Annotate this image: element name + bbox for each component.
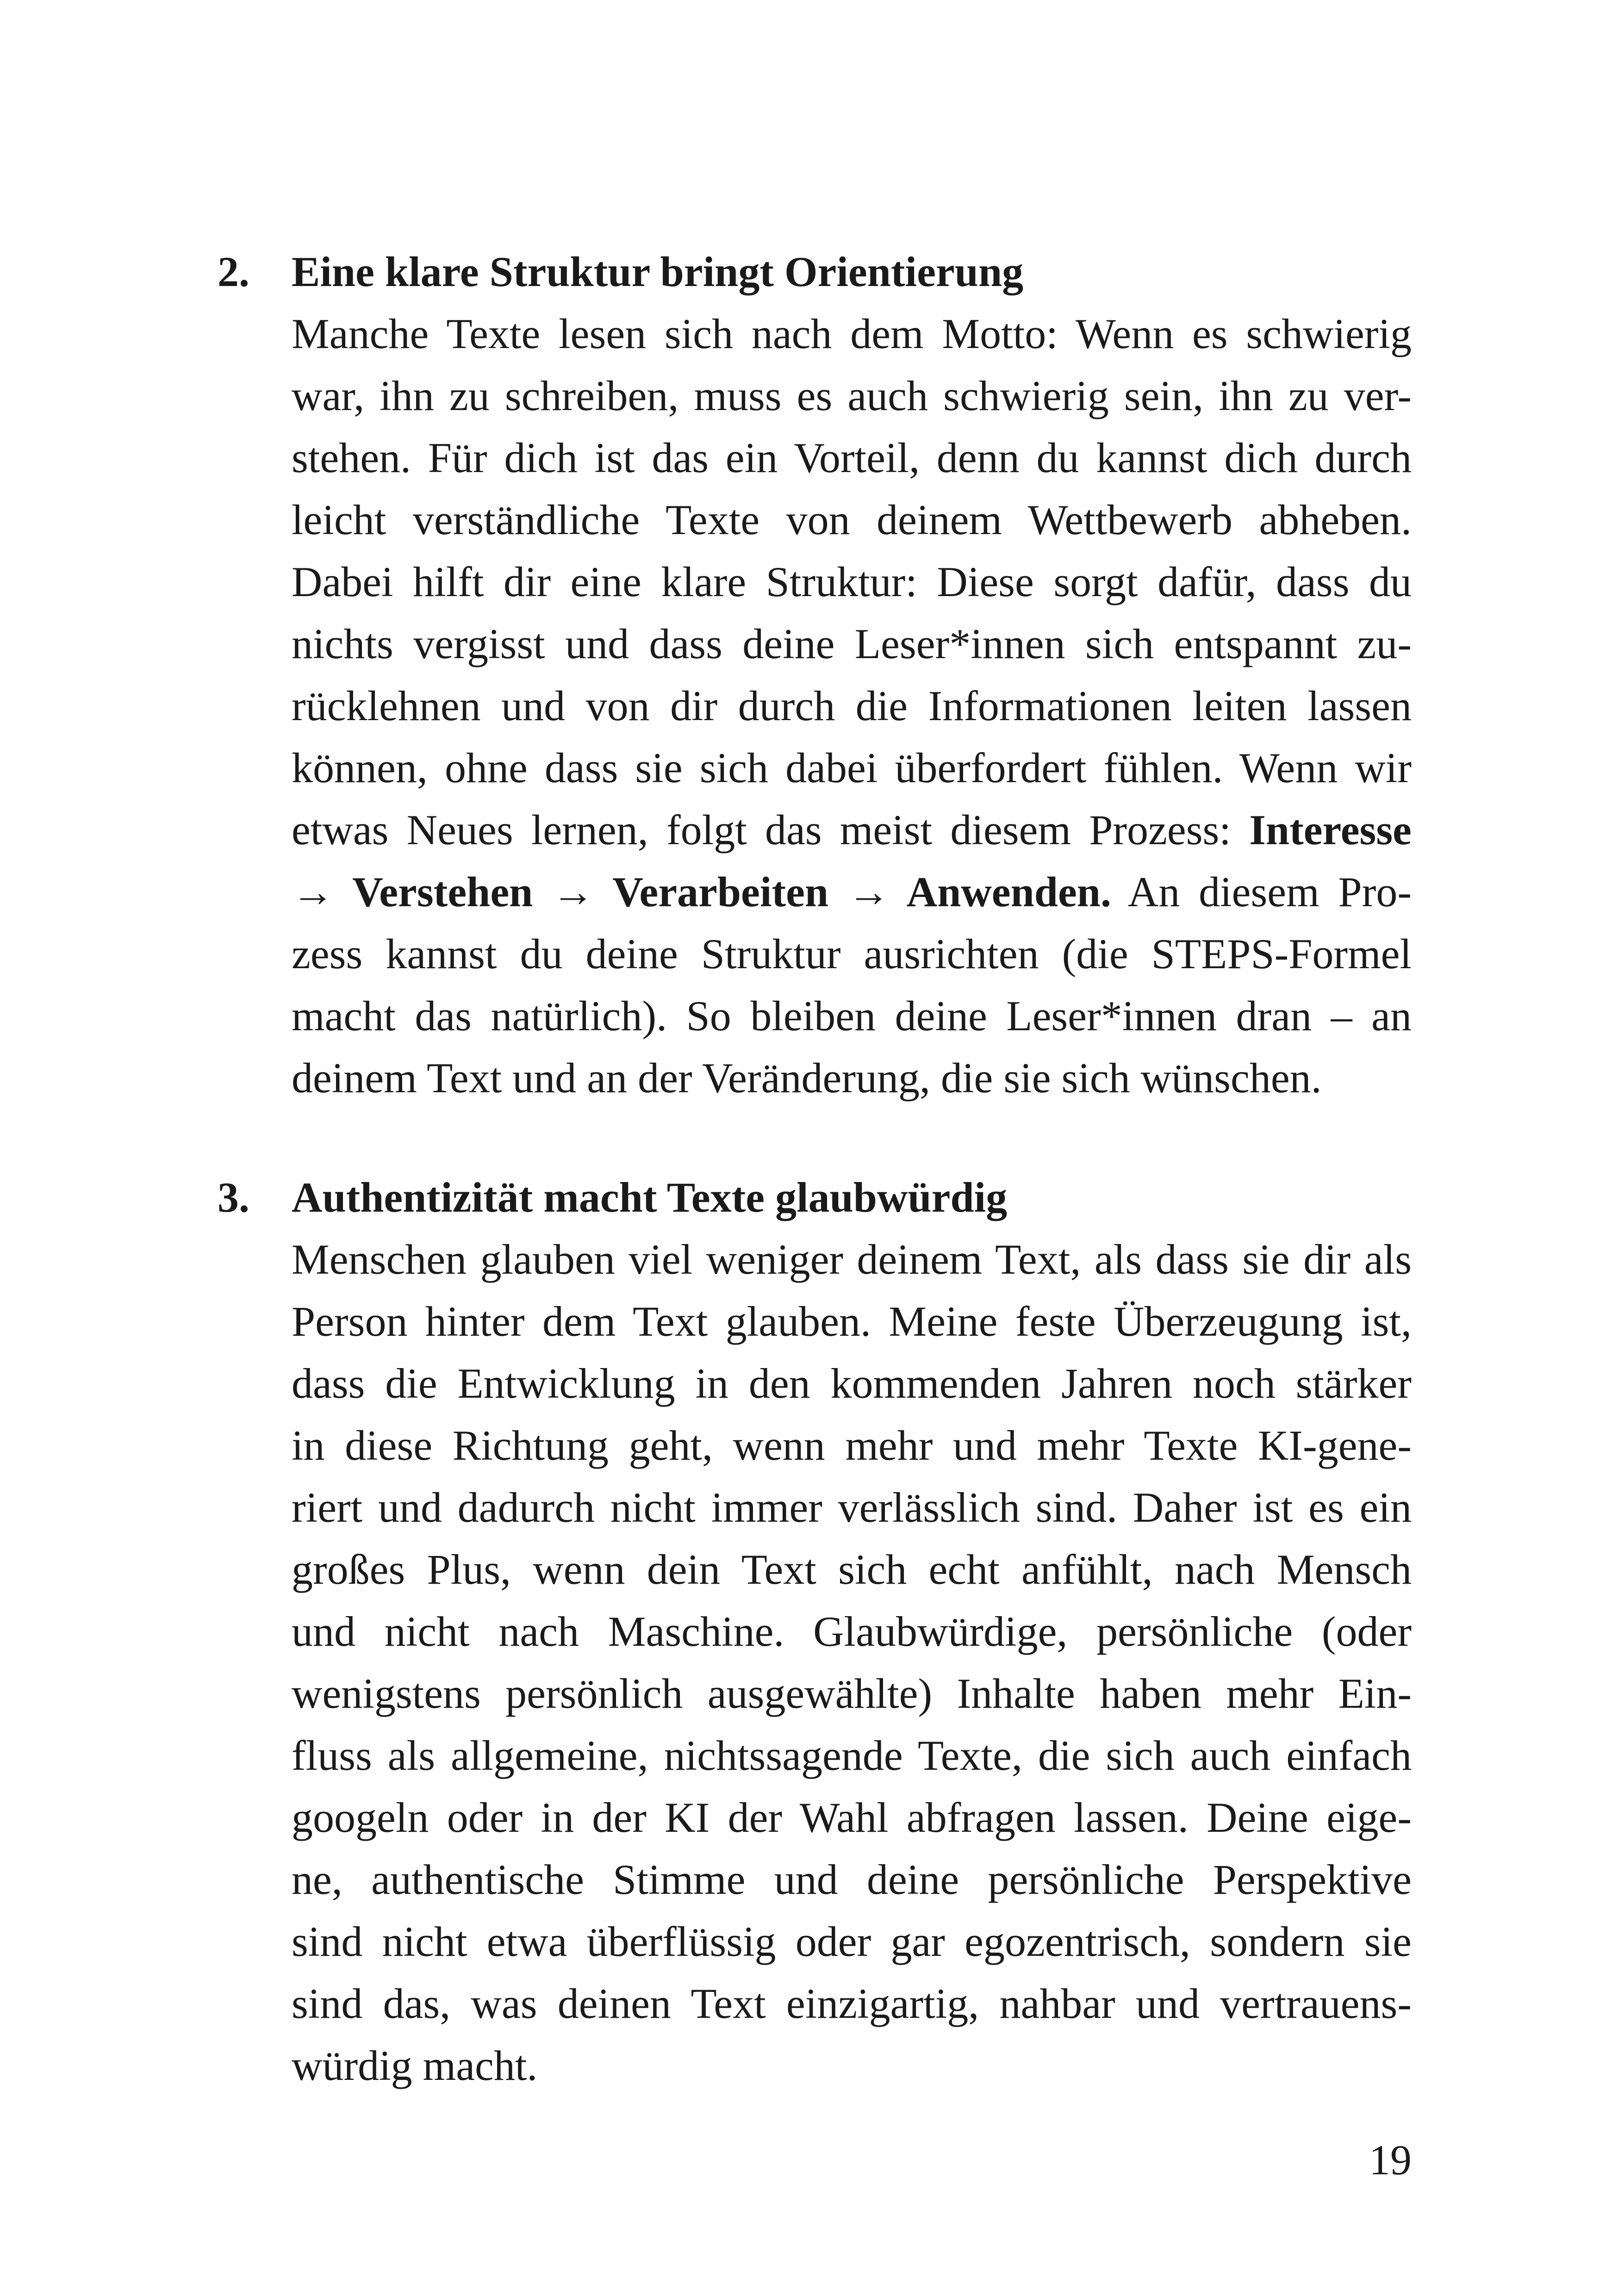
text-run: würdig macht. xyxy=(292,2042,538,2089)
text-line xyxy=(292,1538,1412,1600)
text-line xyxy=(292,1352,1412,1414)
text-line xyxy=(292,1290,1412,1352)
text-run: fluss als allgemeine, nichtssagende Texte, die sich auch einfach xyxy=(292,1732,1412,1779)
heading-text: Eine klare Struktur bringt Orientierung xyxy=(292,248,1024,295)
text-line xyxy=(292,1414,1412,1476)
section-body xyxy=(218,1228,1412,2097)
text-line xyxy=(292,1910,1412,1972)
text-line xyxy=(292,1228,1412,1290)
page-number: 19 xyxy=(1369,2136,1412,2184)
text-run: war, ihn zu schreiben, muss es auch schwierig sein, ihn zu ver- xyxy=(292,372,1412,419)
text-run: An diesem Pro- xyxy=(1111,868,1412,915)
text-line xyxy=(292,2035,1412,2097)
text-run: Person hinter dem Text glauben. Meine feste Überzeugung ist, xyxy=(292,1298,1412,1345)
text-line xyxy=(292,799,1412,861)
text-run: macht das natürlich). So bleiben deine Leser*innen dran – an xyxy=(292,992,1412,1039)
text-run: Dabei hilft dir eine klare Struktur: Diese sorgt dafür, dass du xyxy=(292,558,1412,605)
text-line xyxy=(292,303,1412,365)
text-run: sind das, was deinen Text einzigartig, nahbar und vertrauens- xyxy=(292,1980,1412,2027)
list-number: 3. xyxy=(218,1174,249,1221)
section-2-structure xyxy=(218,241,1412,1109)
text-run: großes Plus, wenn dein Text sich echt anfühlt, nach Mensch xyxy=(292,1546,1412,1593)
text-line xyxy=(292,1724,1412,1786)
section-3-authenticity xyxy=(218,1166,1412,2097)
list-number: 2. xyxy=(218,248,249,295)
heading-text: Authentizität macht Texte glaubwürdig xyxy=(292,1174,1008,1221)
text-line xyxy=(292,737,1412,799)
text-line xyxy=(292,1047,1412,1109)
text-line xyxy=(292,551,1412,613)
text-run: und nicht nach Maschine. Glaubwürdige, persönliche (oder xyxy=(292,1608,1412,1655)
text-run: dass die Entwicklung in den kommenden Jahren noch stärker xyxy=(292,1360,1412,1407)
section-heading xyxy=(218,241,1412,303)
text-run: leicht verständliche Texte von deinem Wettbewerb abheben. xyxy=(292,496,1412,543)
text-run: können, ohne dass sie sich dabei überfordert fühlen. Wenn wir xyxy=(292,744,1412,791)
section-heading xyxy=(218,1166,1412,1228)
section-body xyxy=(218,303,1412,1109)
text-line xyxy=(292,1848,1412,1910)
text-line xyxy=(292,1786,1412,1848)
text-line xyxy=(292,489,1412,551)
text-run: riert und dadurch nicht immer verlässlich sind. Daher ist es ein xyxy=(292,1484,1412,1531)
text-line xyxy=(292,365,1412,427)
text-run: sind nicht etwa überflüssig oder gar egozentrisch, sondern sie xyxy=(292,1918,1412,1965)
text-run: googeln oder in der KI der Wahl abfragen lassen. Deine eige- xyxy=(292,1794,1412,1841)
text-run: nichts vergisst und dass deine Leser*innen sich entspannt zu- xyxy=(292,620,1412,667)
text-line xyxy=(292,613,1412,675)
text-line xyxy=(292,675,1412,737)
text-run: stehen. Für dich ist das ein Vorteil, denn du kannst dich durch xyxy=(292,434,1412,481)
text-line xyxy=(292,1972,1412,2035)
text-line xyxy=(292,985,1412,1047)
bold-text: Interesse xyxy=(1249,806,1412,853)
text-run: in diese Richtung geht, wenn mehr und mehr Texte KI-gene- xyxy=(292,1422,1412,1469)
bold-text: → Verstehen → Verarbeiten → Anwenden. xyxy=(292,868,1111,915)
text-line xyxy=(292,427,1412,489)
text-run: zess kannst du deine Struktur ausrichten (die STEPS-Formel xyxy=(292,930,1412,977)
text-run: Menschen glauben viel weniger deinem Text, als dass sie dir als xyxy=(292,1236,1412,1283)
text-run: deinem Text und an der Veränderung, die sie sich wünschen. xyxy=(292,1054,1322,1101)
text-line xyxy=(292,861,1412,923)
text-line xyxy=(292,1662,1412,1724)
text-run: rücklehnen und von dir durch die Informationen leiten lassen xyxy=(292,682,1412,729)
text-run: etwas Neues lernen, folgt das meist diesem Prozess: xyxy=(292,806,1250,853)
text-run: ne, authentische Stimme und deine persönliche Perspektive xyxy=(292,1856,1412,1903)
text-line xyxy=(292,923,1412,985)
text-run: wenigstens persönlich ausgewählte) Inhalte haben mehr Ein- xyxy=(292,1670,1412,1717)
text-run: Manche Texte lesen sich nach dem Motto: Wenn es schwierig xyxy=(292,310,1412,357)
text-line xyxy=(292,1600,1412,1662)
text-line xyxy=(292,1476,1412,1538)
